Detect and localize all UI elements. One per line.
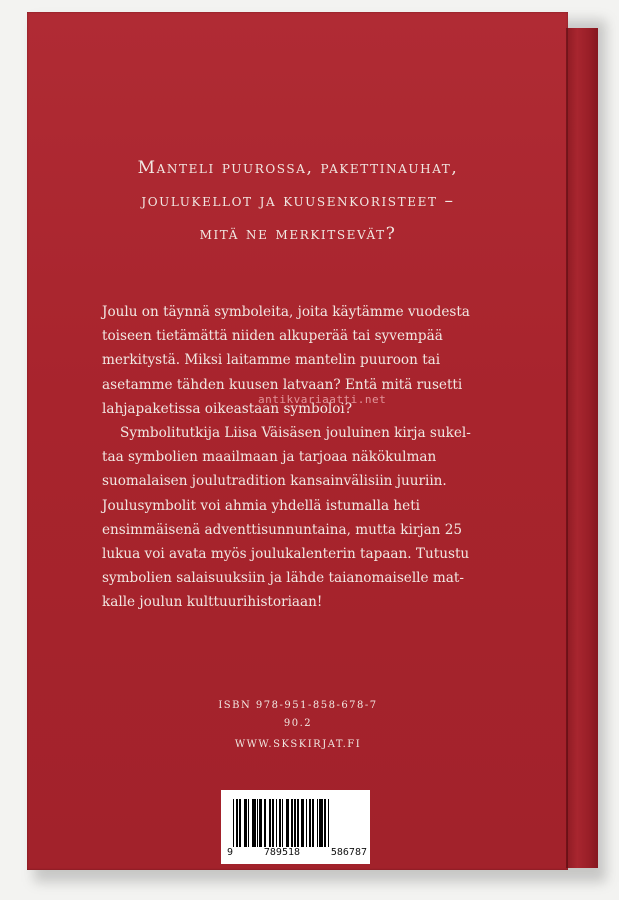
- blurb-line: kalle joulun kulttuurihistoriaan!: [102, 594, 323, 611]
- barcode-right-group: 586787: [330, 847, 367, 858]
- barcode-left-group: 789518: [263, 847, 301, 858]
- website-text: WWW.SKSKIRJAT.FI: [234, 739, 362, 750]
- blurb-line: Joulu on täynnä symboleita, joita käytämme vuodesta: [102, 304, 470, 320]
- spine-hinge: [566, 28, 568, 868]
- blurb-paragraph-2: [102, 421, 502, 615]
- headline-line: joulukellot ja kuusenkoristeet –: [141, 191, 455, 211]
- book-spine: [566, 28, 598, 868]
- classification-text: 90.2: [283, 718, 313, 729]
- blurb-line: Joulusymbolit voi ahmia yhdellä istumalla heti: [102, 497, 421, 514]
- blurb-line: suomalaisen joulutradition kansainvälisiin juuriin.: [102, 473, 447, 490]
- blurb-line: ensimmäisenä adventtisunnuntaina, mutta kirjan 25: [102, 521, 463, 538]
- isbn-text: ISBN 978-951-858-678-7: [218, 700, 378, 711]
- blurb-line: symbolien salaisuuksiin ja lähde taianomaiselle mat-: [102, 570, 464, 587]
- headline-line: Manteli puurossa, pakettinauhat,: [137, 158, 459, 178]
- blurb-line: toiseen tietämättä niiden alkuperää tai syvempää: [102, 328, 443, 345]
- headline-line: mitä ne merkitsevät?: [199, 224, 397, 244]
- barcode-bars: [233, 799, 363, 847]
- blurb-line: merkitystä. Miksi laitamme mantelin puuroon tai: [102, 352, 441, 369]
- blurb-line: taa symbolien maailmaan ja tarjoaa näkökulman: [102, 449, 437, 466]
- barcode-label: [221, 790, 370, 864]
- blurb-line: Symbolitutkija Liisa Väisäsen jouluinen kirja sukel-: [120, 425, 471, 442]
- blurb-line: lukua voi avata myös joulukalenterin tapaan. Tutustu: [102, 546, 470, 563]
- blurb-text: [102, 300, 502, 615]
- barcode-gap: [329, 799, 330, 847]
- barcode-first-digit: 9: [227, 847, 234, 858]
- watermark-text: antikvariaatti.net: [258, 393, 387, 406]
- cover-headline: [70, 152, 526, 251]
- barcode-digits: [227, 847, 367, 858]
- blurb-line: asetamme tähden kuusen latvaan? Entä mitä rusetti: [102, 376, 463, 393]
- blurb-line: lahjapaketissa oikeastaan symboloi?: [102, 400, 353, 417]
